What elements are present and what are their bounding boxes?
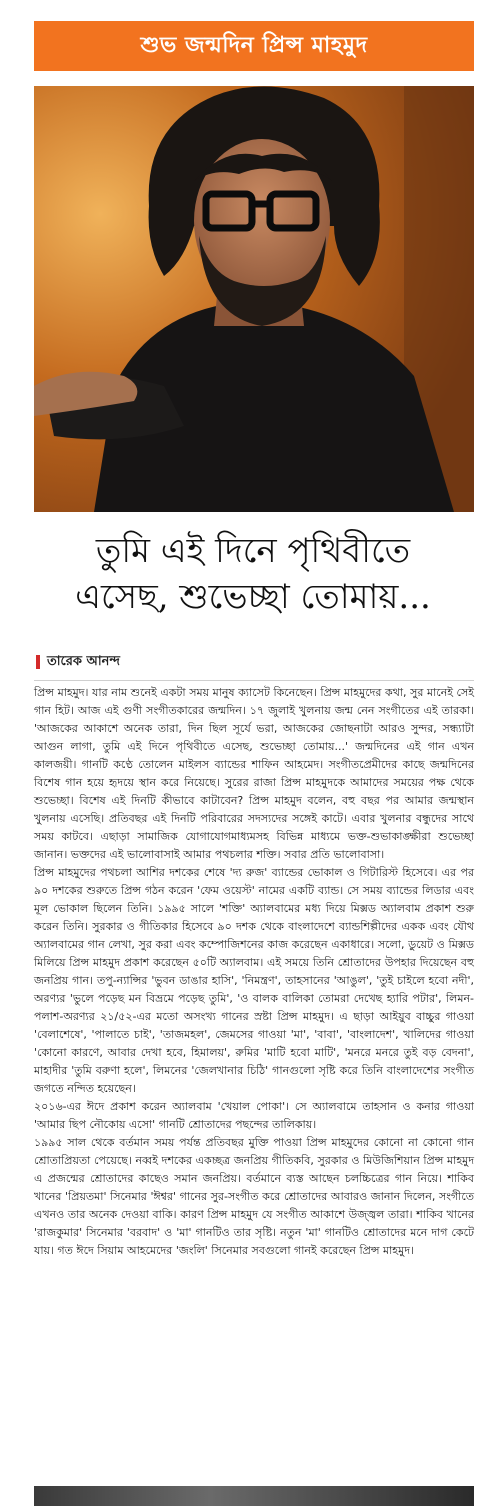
birthday-banner [34, 21, 474, 71]
divider [34, 680, 474, 681]
portrait-photo [34, 86, 474, 512]
article-body [34, 684, 474, 1260]
headline-line-2: এসেছ, শুভেচ্ছা তোমায়... [75, 577, 431, 617]
article-paragraph-1: প্রিন্স মাহমুদ। যার নাম শুনেই একটা সময় মানুষ ক্যাসেট কিনেছেন। প্রিন্স মাহমুদের কথা, সুর মানেই সেই গান হিট। আজ এই গুণী সংগীতকারের জন্মদিন। ১৭ জুলাই খুলনায় জন্ম নেন সংগীতের এই তারকা। 'আজকের আকাশে অনেক তারা, দিন ছিল সূর্যে ভরা, আজকের জোছনাটা আরও সুন্দর, সন্ধ্যাটা আগুন লাগা, তুমি এই দিনে পৃথিবীতে এসেছ, শুভেচ্ছা তোমায়...' জন্মদিনের এই গান এখন কালজয়ী। গানটি কণ্ঠে তোলেন মাইলস ব্যান্ডের শাফিন আহমেদ। সংগীতপ্রেমীদের কাছে জন্মদিনের বিশেষ গান হয়ে হৃদয়ে স্থান করে নিয়েছে। সুরের রাজা প্রিন্স মাহমুদকে আমাদের সময়ের পক্ষ থেকে শুভেচ্ছা। বিশেষ এই দিনটি কীভাবে কাটাবেন? প্রিন্স মাহমুদ বলেন, বহু বছর পর আমার জন্মস্থান খুলনায় এসেছি। প্রতিবছর এই দিনটি পরিবারের সদস্যদের সঙ্গেই কাটে। এবার খুলনার বন্ধুদের সাথে সময় কাটবে। এছাড়া সামাজিক যোগাযোগমাধ্যমসহ বিভিন্ন মাধ্যমে ভক্ত-শুভাকাঙ্ক্ষীরা শুভেচ্ছা জানান। ভক্তদের এই ভালোবাসাই আমার পথচলার শক্তি। সবার প্রতি ভালোবাসা। [34, 686, 474, 861]
headline-line-1: তুমি এই দিনে পৃথিবীতে [95, 531, 411, 571]
byline [36, 651, 120, 673]
headline [30, 528, 476, 620]
byline-marker [36, 655, 40, 669]
author-name: তারেক আনন্দ [47, 653, 120, 669]
next-image-strip [34, 1486, 474, 1506]
portrait-illustration [34, 86, 474, 512]
article-paragraph-2: প্রিন্স মাহমুদের পথচলা আশির দশকের শেষে 'দ্য রুজ' ব্যান্ডের ভোকাল ও গিটারিস্ট হিসেবে। এর পর ৯০ দশকের শুরুতে প্রিন্স গঠন করেন 'ফেম ওয়েস্ট' নামের একটি ব্যান্ড। সে সময় ব্যান্ডের লিডার এবং মূল ভোকাল ছিলেন তিনি। ১৯৯৫ সালে 'শক্তি' অ্যালবামের মধ্য দিয়ে মিক্সড অ্যালবাম প্রকাশ শুরু করেন তিনি। সুরকার ও গীতিকার হিসেবে ৯০ দশক থেকে বাংলাদেশে ব্যান্ডশিল্পীদের একক এবং যৌথ অ্যালবামের গান লেখা, সুর করা এবং কম্পোজিশনের কাজ করেছেন একাধারে। সলো, ডুয়েট ও মিক্সড মিলিয়ে প্রিন্স মাহমুদ প্রকাশ করেছেন ৫০টি অ্যালবাম। এই সময়ে তিনি শ্রোতাদের উপহার দিয়েছেন বহু জনপ্রিয় গান। তপু-ন্যান্সির 'ভুবন ডাঙার হাসি', 'নিমন্ত্রণ', তাহসানের 'আঙুল', 'তুই চাইলে হবো নদী', অরণ্যর 'ভুলে পড়েছ মন বিভ্রমে পড়েছ তুমি', 'ও বালক বালিকা তোমরা দেখেছ হ্যারি পটার', লিমন-পলাশ-অরণ্যর ২১/৫২-এর মতো অসংখ্য গানের স্রষ্টা প্রিন্স মাহমুদ। এ ছাড়া আইয়ুব বাচ্চুর গাওয়া 'বেলাশেষে', 'পালাতে চাই', 'তাজমহল', জেমসের গাওয়া 'মা', 'বাবা', 'বাংলাদেশ', খালিদের গাওয়া 'কোনো কারণে, আবার দেখা হবে, হিমালয়', রুমির 'মাটি হবো মাটি', 'মনরে মনরে তুই বড় বেদনা', মাহাদীর 'তুমি বরুণা হলে', লিমনের 'জেলখানার চিঠি' গানগুলো সৃষ্টি করে তিনি বাংলাদেশের সংগীত জগতে নন্দিত হয়েছেন। [34, 866, 474, 1095]
banner-title: শুভ জন্মদিন প্রিন্স মাহমুদ [140, 32, 368, 58]
article-paragraph-3: ২০১৬-এর ঈদে প্রকাশ করেন অ্যালবাম 'খেয়াল পোকা'। সে অ্যালবামে তাহসান ও কনার গাওয়া 'আমার ছিপ নৌকোয় এসো' গানটি শ্রোতাদের পছন্দের তালিকায়। [34, 1100, 474, 1131]
article-paragraph-4: ১৯৯৫ সাল থেকে বর্তমান সময় পর্যন্ত প্রতিবছর মুক্তি পাওয়া প্রিন্স মাহমুদের কোনো না কোনো গান শ্রোতাপ্রিয়তা পেয়েছে। নব্বই দশকের একচ্ছত্র জনপ্রিয় গীতিকবি, সুরকার ও মিউজিশিয়ান প্রিন্স মাহমুদ এ প্রজন্মের শ্রোতাদের কাছেও সমান জনপ্রিয়। বর্তমানে ব্যস্ত আছেন চলচ্চিত্রের গান নিয়ে। শাকিব খানের 'প্রিয়তমা' সিনেমার 'ঈশ্বর' গানের সুর-সংগীত করে শ্রোতাদের আবারও জানান দিলেন, সংগীতে এখনও তার অনেক দেওয়া বাকি। কারণ প্রিন্স মাহমুদ যে সংগীত আকাশে উজ্জ্বল তারা। শাকিব খানের 'রাজকুমার' সিনেমার 'বরবাদ' ও 'মা' গানটিও তার সৃষ্টি। নতুন 'মা' গানটিও শ্রোতাদের মনে দাগ কেটে যায়। গত ঈদে সিয়াম আহমেদের 'জংলি' সিনেমার সবগুলো গানই করেছেন প্রিন্স মাহমুদ। [34, 1136, 474, 1257]
